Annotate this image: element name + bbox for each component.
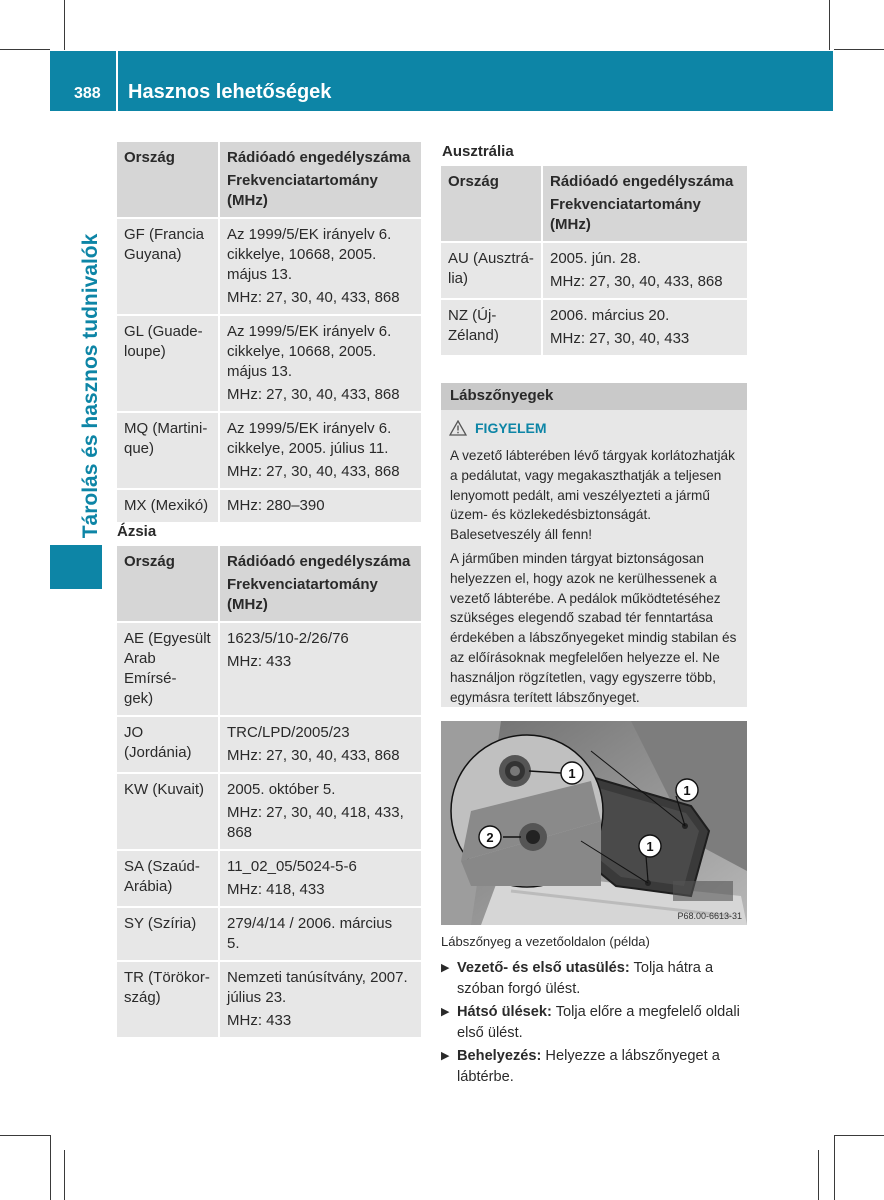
crop-mark — [64, 1150, 65, 1200]
header-license: Rádióadó engedélyszáma Frekvenciatartomány (MHz) — [219, 546, 421, 622]
crop-mark — [818, 1150, 819, 1200]
country-cell: GL (Guade- loupe) — [117, 315, 219, 412]
country-cell: MX (Mexikó) — [117, 489, 219, 523]
table-row — [117, 961, 421, 1038]
license-cell: MHz: 280–390 — [219, 489, 421, 523]
section-heading-asia: Ázsia — [117, 523, 157, 540]
license-cell: 11_02_05/5024-5-6 MHz: 418, 433 — [219, 850, 421, 907]
license-cell: 2006. március 20. MHz: 27, 30, 40, 433 — [542, 299, 747, 356]
license-cell: 2005. jún. 28. MHz: 27, 30, 40, 433, 868 — [542, 242, 747, 299]
table-header-row — [117, 546, 421, 622]
license-cell: 279/4/14 / 2006. március 5. — [219, 907, 421, 961]
image-caption: Lábszőnyeg a vezetőoldalon (példa) — [441, 934, 650, 949]
license-cell: Az 1999/5/EK irányelv 6. cikkelye, 10668, 2005. május 13. MHz: 27, 30, 40, 433, 868 — [219, 218, 421, 315]
license-cell: Nemzeti tanúsítvány, 2007. július 23. MHz: 433 — [219, 961, 421, 1038]
crop-mark — [829, 0, 830, 50]
crop-mark — [0, 49, 50, 50]
license-cell: Az 1999/5/EK irányelv 6. cikkelye, 10668, 2005. május 13. MHz: 27, 30, 40, 433, 868 — [219, 315, 421, 412]
frequency-table-americas — [117, 142, 421, 524]
page-title: Hasznos lehetőségek — [128, 81, 332, 103]
side-tab-marker — [50, 545, 102, 589]
bullet-arrow-icon: ▶ — [441, 962, 450, 974]
country-cell: MQ (Martini- que) — [117, 412, 219, 489]
country-cell: JO (Jordánia) — [117, 716, 219, 773]
country-cell: AE (Egyesült Arab Emírsé- gek) — [117, 622, 219, 716]
svg-text:2: 2 — [486, 830, 494, 845]
frequency-table-asia — [117, 546, 421, 1039]
instruction-step: ▶ Vezető- és első utasülés: Tolja hátra a szóban forgó ülést. — [441, 958, 747, 999]
country-cell: SY (Szíria) — [117, 907, 219, 961]
country-cell: KW (Kuvait) — [117, 773, 219, 850]
section-heading-australia: Ausztrália — [442, 143, 514, 160]
table-header-row — [117, 142, 421, 218]
license-cell: 2005. október 5. MHz: 27, 30, 40, 418, 433, 868 — [219, 773, 421, 850]
license-cell: Az 1999/5/EK irányelv 6. cikkelye, 2005. július 11. MHz: 27, 30, 40, 433, 868 — [219, 412, 421, 489]
table-row — [117, 218, 421, 315]
bullet-arrow-icon: ▶ — [441, 1050, 450, 1062]
callout-1 — [639, 835, 661, 857]
table-row — [117, 315, 421, 412]
country-cell: AU (Ausztrá- lia) — [441, 242, 542, 299]
header-country: Ország — [441, 166, 542, 242]
warning-title: FIGYELEM — [449, 420, 547, 436]
bullet-arrow-icon: ▶ — [441, 1006, 450, 1018]
instruction-step: ▶ Behelyezés: Helyezze a lábszőnyeget a lábtérbe. — [441, 1046, 747, 1087]
warning-paragraph: A járműben minden tárgyat biztonságosan helyezzen el, hogy azok ne kerülhessenek a vezető lábterébe. A pedálok működtetéséhez szükséges elegendő szabad tér fenntartása érdekében a lábszőnyegeket mindig stabilan és az előírásoknak megfelelően helyezze el. Ne használjon rögzítetlen, vagy egyszerre több, egymásra terített lábszőnyeget. — [450, 550, 737, 705]
warning-box — [441, 410, 747, 707]
callout-1 — [676, 779, 698, 801]
table-row — [117, 622, 421, 716]
svg-text:1: 1 — [646, 839, 654, 854]
table-row — [441, 299, 747, 356]
header-country: Ország — [117, 546, 219, 622]
page-header — [50, 51, 833, 111]
frequency-table-australia — [441, 166, 747, 357]
crop-mark — [834, 49, 884, 50]
warning-paragraph: A vezető lábterében lévő tárgyak korlátozhatják a pedálutat, vagy megakaszthatják a teljesen lenyomott pedált, ami veszélyezteti a jármű üzem- és közlekedésbiztonságát. Balesetveszély áll fenn! — [450, 448, 735, 543]
crop-mark — [50, 1135, 51, 1200]
country-cell: GF (Francia Guyana) — [117, 218, 219, 315]
license-cell: TRC/LPD/2005/23 MHz: 27, 30, 40, 433, 868 — [219, 716, 421, 773]
table-row — [117, 850, 421, 907]
country-cell: SA (Szaúd- Arábia) — [117, 850, 219, 907]
warning-triangle-icon — [449, 420, 467, 436]
svg-text:1: 1 — [683, 783, 691, 798]
image-code: P68.00-6613-31 — [677, 911, 742, 921]
table-row — [117, 412, 421, 489]
crop-mark — [834, 1135, 884, 1136]
table-row — [117, 489, 421, 523]
instruction-list — [441, 958, 747, 1090]
header-country: Ország — [117, 142, 219, 218]
page-number: 388 — [74, 85, 101, 102]
table-row — [117, 907, 421, 961]
header-license: Rádióadó engedélyszáma Frekvenciatartomány (MHz) — [542, 166, 747, 242]
header-divider — [116, 51, 118, 111]
instruction-step: ▶ Hátsó ülések: Tolja előre a megfelelő oldali első ülést. — [441, 1002, 747, 1043]
crop-mark — [0, 1135, 50, 1136]
crop-mark — [64, 0, 65, 50]
table-row — [441, 242, 747, 299]
floor-mat-drawing — [441, 721, 747, 925]
section-heading-floor-mats: Lábszőnyegek — [441, 383, 747, 410]
table-header-row — [441, 166, 747, 242]
callout-2 — [479, 826, 501, 848]
table-row — [117, 773, 421, 850]
table-row — [117, 716, 421, 773]
country-cell: TR (Törökor- szág) — [117, 961, 219, 1038]
svg-text:1: 1 — [568, 766, 576, 781]
crop-mark — [834, 1135, 835, 1200]
warning-text — [450, 446, 742, 711]
header-license: Rádióadó engedélyszáma Frekvenciatartomány (MHz) — [219, 142, 421, 218]
license-cell: 1623/5/10-2/26/76 MHz: 433 — [219, 622, 421, 716]
side-tab-label: Tárolás és hasznos tudnivalók — [79, 233, 102, 539]
floor-mat-illustration — [441, 721, 747, 925]
country-cell: NZ (Új- Zéland) — [441, 299, 542, 356]
callout-1 — [561, 762, 583, 784]
